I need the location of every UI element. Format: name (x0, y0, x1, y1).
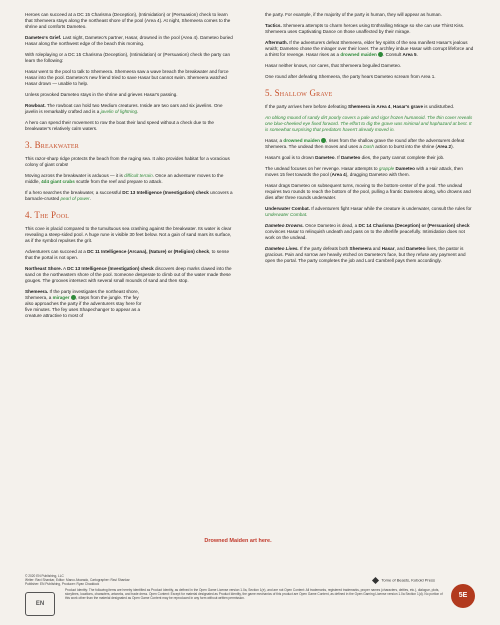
section-heading-breakwater: 3. Breakwater (25, 140, 79, 150)
item-link[interactable]: javelin of lightning (100, 109, 138, 114)
text: uncovers a barnacle-crusted (25, 190, 233, 201)
paragraph (265, 23, 475, 35)
paragraph: Unless provoked Dameteo stays in the shrine and grieves Hasar's passing. (25, 92, 178, 97)
paragraph (25, 35, 235, 47)
bold-ref: Shemeera in Area 4 (348, 104, 391, 109)
text: . Consult (383, 52, 403, 57)
text: , steps from the jungle. The fey also approaches the party if the adventurers stay here for five minutes. The fey uses Shapechanger to appear as a creature attractive to most of (25, 295, 142, 318)
publisher-credit (373, 578, 435, 583)
text: . Once an adventurer moves to the middle, (25, 173, 224, 184)
bold-ref: Shemeera (349, 246, 372, 251)
paragraph: A hero can spend their movement to row the boat their land speed without a check due to the breakwater's relatively calm waters. (25, 120, 214, 131)
paragraph (265, 246, 475, 264)
text: is undisturbed. (423, 104, 455, 109)
text: If the party defeats both (298, 246, 350, 251)
run-in-title: Northeast Shore. (25, 266, 63, 271)
paragraph: Hasar neither knows, nor cares, that Shemeera beguiled Dameteo. (265, 63, 402, 68)
text: , rises from the shallow grave the round after the adventurers defeat Shemeera. The undead then moves and uses a (265, 138, 465, 149)
area-ref: Area 2 (437, 144, 452, 149)
text: Shemeera attempts to charm heroes using Enthralling Mirage so she can use Thirst Kiss. Shemeera uses Captivating Dance on those unaffected by their mirage. (265, 23, 465, 34)
paragraph: the party. For example, if the majority of the party is human, they will appear as human. (265, 12, 442, 17)
text: . (306, 212, 308, 217)
text: If adventurers fight Hasar while the creature is underwater, consult the rules for (309, 206, 472, 211)
text: dies, the party cannot complete their job. (360, 155, 445, 160)
run-in-title: Aftermath. (265, 40, 288, 45)
check: DC 11 Intelligence (Arcana), (Nature) or (Religion) check (87, 249, 210, 254)
paragraph: Hasar went to the pool to talk to Shemeera. Shemeera saw a wave breach the breakwater and force Hasar into the pool. Dameteo's new friend tried to save Hasar but cannot swim. Shemeera watched Hasar drown — unable to help. (25, 69, 229, 86)
paragraph (265, 138, 475, 150)
text: . (416, 52, 418, 57)
footer-credits (25, 574, 265, 586)
paragraph: This razor-sharp ridge protects the beach from the raging sea. It also provides habitat for a voracious colony of giant crabs! (25, 156, 230, 167)
text: scuttle from the reef and prepare to attack. (74, 179, 163, 184)
rules-link[interactable]: Dash (363, 144, 374, 149)
monster-link[interactable]: 4d4 giant crabs (41, 179, 75, 184)
paragraph (265, 40, 475, 58)
text: Hasar, a (265, 138, 284, 143)
paragraph: With roleplaying or a DC 15 Charisma (Deception), (Intimidation) or (Persuasion) check the party can learn the following: (25, 52, 231, 63)
text: , to sense that the portal is not open. (25, 249, 230, 260)
text: The rowboat can hold two Medium creatures. Inside are two oars and six javelins. One javelin is remarkably crafted and is a (25, 103, 223, 114)
check: DC 14 Charisma (Deception) or (Persuasion) check (358, 223, 470, 228)
paragraph (25, 173, 235, 185)
rules-link[interactable]: difficult terrain (124, 173, 153, 178)
text: ), dragging Dameteo with them. (345, 172, 410, 177)
text: Moving across the breakwater is arduous — it is (25, 173, 125, 178)
text: lives, the pastor is gracious. Pain and sorrow are heavily etched on Dameteo's face, but they refuse any payment and open the portal. The party completes the job and Lord Cambrell pays them accordingly. (265, 246, 466, 263)
monster-link[interactable]: drowned maiden (340, 52, 377, 57)
text: action to burst into the shrine ( (373, 144, 438, 149)
rules-link[interactable]: Underwater Combat (265, 212, 307, 217)
credit-line: Publisher: EN Publishing, Producer: Ryan Chaddock (25, 582, 100, 586)
run-in-title: Tactics. (265, 23, 282, 28)
paragraph (25, 190, 235, 202)
publisher-name: Tome of Beasts, Kobold Press (381, 577, 435, 583)
bold-ref: Hasar (381, 246, 395, 251)
text: , and (394, 246, 406, 251)
credit-line: Writer: Ravi Shankar, Editor: Marco Alvarado, Cartographer: Ravi Shankar (25, 578, 130, 582)
check: DC 13 Intelligence (Investigation) check (67, 266, 154, 271)
run-in-title: Dameteo's Grief. (25, 35, 62, 40)
text: and (371, 246, 382, 251)
publisher-logo-left: EN (25, 592, 55, 616)
bold-ref: Dameteo (340, 155, 361, 160)
bold-ref: Hasar's grave (393, 104, 423, 109)
text: ). (451, 144, 454, 149)
text: Hasar's goal is to drown (265, 155, 316, 160)
text: . If (334, 155, 341, 160)
run-in-title: Dameteo Lives. (265, 246, 299, 251)
text: If the adventurers defeat Shemeera, elder fey spirits of the sea manifest Hasar's jealous wraith; Dameteo chose the mirager over their lover. The archfey imbue Hasar with corrupt lifeforce and a thirst for revenge. Hasar rises as a (265, 40, 474, 57)
text: convinces Hasar to relinquish undeath and pass on to the afterlife peacefully. Intimidation does not work on the undead. (265, 229, 465, 240)
text: Once Dameteo is dead, a (303, 223, 359, 228)
publisher-logo-right: 5E (451, 584, 475, 608)
text: discovers deep marks clawed into the sand on the northeastern shore of the pool. Someone desperate to climb out of the water made these gouges. The grooves intersect with several small mounds of sand and then stop. (25, 266, 232, 283)
paragraph (25, 249, 235, 261)
right-column (265, 12, 475, 269)
text: The undead focuses on her revenge. Hasar attempts to (265, 166, 379, 171)
bold-ref: Dameteo (315, 155, 335, 160)
left-column (25, 12, 235, 324)
text: If the party arrives here before defeating (265, 104, 348, 109)
paragraph (25, 266, 235, 284)
text: If a hero searches the breakwater, a successful (25, 190, 123, 195)
run-in-title: Underwater Combat. (265, 206, 310, 211)
text: A (62, 266, 68, 271)
text: , (390, 104, 394, 109)
bold-ref: Dameteo (406, 246, 426, 251)
paragraph: One round after defeating Shemeera, the party hears Dameteo scream from Area 1. (265, 74, 436, 79)
text: . (89, 196, 91, 201)
run-in-title: Rowboat. (25, 103, 46, 108)
paragraph (25, 103, 235, 115)
text: Last night, Dameteo's partner, Hasar, drowned in the pool (Area 4). Dameteo buried Hasar along the northwest edge of the beach this morning. (25, 35, 233, 46)
paragraph (25, 289, 145, 319)
item-link[interactable]: pearl of power (60, 196, 90, 201)
monster-link[interactable]: mirager (52, 295, 70, 300)
paragraph: Heroes can succeed at a DC 15 Charisma (Deception), (Intimidation) or (Persuasion) check to learn that Shemeera stays along the northeast shore of the pool (Area 4). At night, Shemeera comes to the shrine and comforts Dameteo. (25, 12, 231, 29)
art-placeholder-note: Drowned Maiden art here. (204, 538, 272, 544)
read-aloud-text: An oblong mound of sandy dirt poorly covers a pale and rigor frozen humanoid. The thin cover reveals one blue-cheeked eye fixed forward. The effort to dig the grave was minimal and haphazard at best. It is somewhat surprising that predators haven't already moved in. (265, 115, 473, 132)
credit-line: © 2020 EN Publishing, LLC (25, 574, 64, 578)
paragraph: This cove is placid compared to the tumultuous sea crashing against the breakwater. Its water is clear revealing a steep-sided pool. A huge rune is visible 30 feet below. Not a gain of sand mars its surface, as if the symbol repulses the grit. (25, 226, 232, 243)
area-ref: Area 4 (331, 172, 346, 177)
rules-link[interactable]: grapple (378, 166, 395, 171)
text: Adventurers can succeed at a (25, 249, 88, 254)
paragraph (265, 223, 475, 241)
run-in-title: Shemeera. (25, 289, 49, 294)
text: If the party investigates the northeast shore, Shemeera, a (25, 289, 139, 300)
paragraph (265, 206, 475, 218)
text: with a Hair attack, then moves 15 feet towards the pool ( (265, 166, 463, 177)
monster-link[interactable]: drowned maiden (283, 138, 320, 143)
run-in-title: Dameteo Drowns. (265, 223, 304, 228)
area-ref: Area 5 (402, 52, 417, 57)
check: DC 13 Intelligence (Investigation) check (122, 190, 209, 195)
section-heading-the-pool: 4. The Pool (25, 210, 70, 220)
text: . (137, 109, 139, 114)
bold-ref: Dameteo (395, 166, 415, 171)
paragraph: Hasar drags Dameteo on subsequent turns, moving to the bottom-center of the pool. The undead requires two rounds to reach the bottom of the pool, pulling a frantic Dameteo along, who drowns and dies after three rounds underwater. (265, 183, 471, 200)
paragraph (265, 166, 475, 178)
paragraph (265, 104, 475, 110)
legal-text: Product Identity: The following items are hereby identified as Product Identity, as defined in the Open Game License version 1.0a, Section 1(e), and are not Open Content: All trademarks, registered trademarks, proper names (characters, deities, etc.), dialogue, plots, storylines, locations, characters, artworks, and trade dress. Open Content: Except for material designated as Product Identity, the game mechanics of this product are Open Game Content, as defined in the Open Gaming License version 1.0a Section 1(d). No portion of this work other than the material designated as Open Game Content may be reproduced in any form without written permission. (65, 588, 443, 600)
section-heading-shallow-grave: 5. Shallow Grave (265, 88, 333, 98)
diamond-icon (372, 577, 379, 584)
paragraph (265, 155, 475, 161)
